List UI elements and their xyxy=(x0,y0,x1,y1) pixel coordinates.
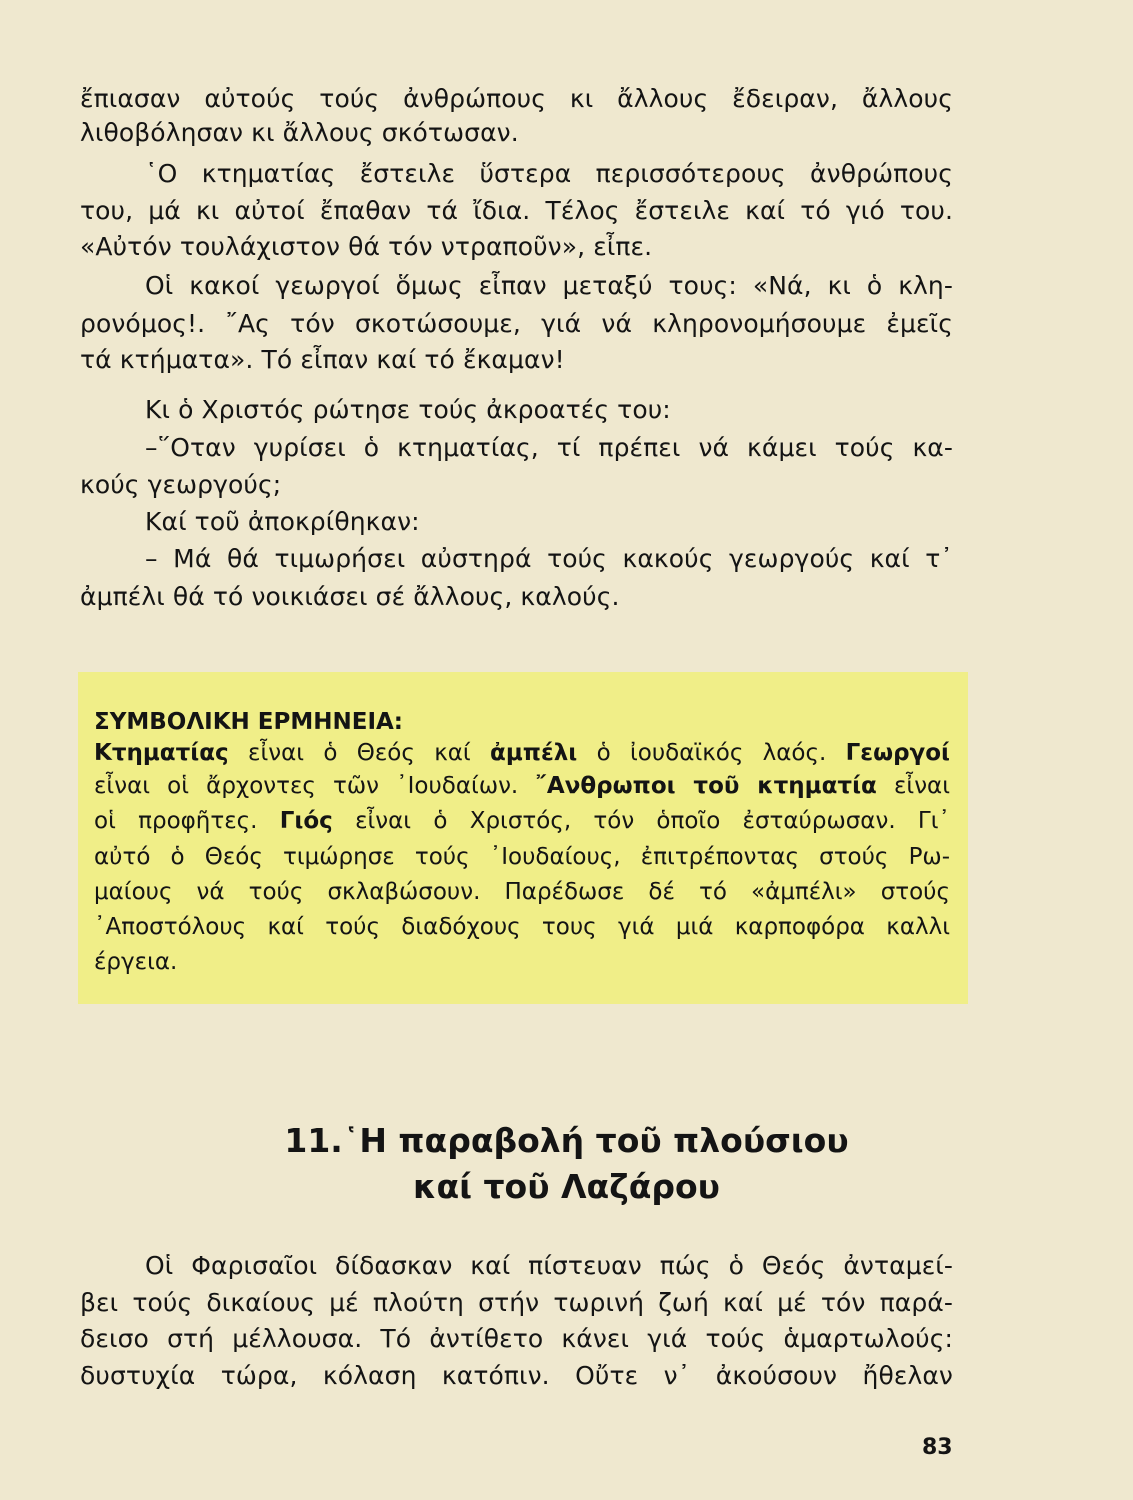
body-line: Οἱ Φαρισαῖοι δίδασκαν καί πίστευαν πώς ὁ Θεός ἀνταμεί- xyxy=(145,1251,953,1280)
term-vineyard: ἀμπέλι xyxy=(490,740,578,766)
body-line: ῾Ο κτηματίας ἔστειλε ὕστερα περισσότερους ἀνθρώπους xyxy=(145,159,953,188)
section-title: 11.῾Η παραβολή τοῦ πλούσιου xyxy=(284,1121,849,1160)
symbolic-text: εἶναι ὁ Χριστός, τόν ὁποῖο ἐσταύρωσαν. Γι᾿ xyxy=(332,808,950,834)
show-through-texture xyxy=(115,60,125,70)
body-line: κούς γεωργούς; xyxy=(80,470,282,499)
symbolic-line xyxy=(94,771,950,801)
body-line: βει τούς δικαίους μέ πλούτη στήν τωρινή ζωή καί μέ τόν παρά- xyxy=(80,1288,953,1317)
symbolic-text: εἶναι ὁ Θεός καί xyxy=(228,740,491,766)
symbolic-line xyxy=(94,738,950,768)
body-line: – Μά θά τιμωρήσει αὐστηρά τούς κακούς γεωργούς καί τ᾿ xyxy=(145,544,953,573)
body-line: ἀμπέλι θά τό νοικιάσει σέ ἄλλους, καλούς. xyxy=(80,582,620,611)
body-line: ρονόμος!. ῎Ας τόν σκοτώσουμε, γιά νά κληρονομήσουμε ἐμεῖς xyxy=(80,309,953,338)
body-line: Κι ὁ Χριστός ρώτησε τούς ἀκροατές του: xyxy=(145,395,671,424)
body-line: του, μά κι αὐτοί ἔπαθαν τά ἴδια. Τέλος ἔστειλε καί τό γιό του. xyxy=(80,196,953,225)
term-farmers: Γεωργοί xyxy=(845,740,950,766)
symbolic-interpretation-title: ΣΥΜΒΟΛΙΚΗ ΕΡΜΗΝΕΙΑ: xyxy=(94,709,403,735)
page-number: 83 xyxy=(922,1435,953,1460)
body-line: ἔπιασαν αὐτούς τούς ἀνθρώπους κι ἄλλους ἔδειραν, ἄλλους xyxy=(80,84,953,113)
body-line: «Αὐτόν τουλάχιστον θά τόν ντραποῦν», εἶπε. xyxy=(80,232,653,261)
body-line: λιθοβόλησαν κι ἄλλους σκότωσαν. xyxy=(80,118,519,147)
term-servants: ῎Ανθρωποι τοῦ κτηματία xyxy=(535,773,877,799)
body-line: Οἱ κακοί γεωργοί ὅμως εἶπαν μεταξύ τους: «Νά, κι ὁ κλη- xyxy=(145,271,953,300)
symbolic-line: ᾿Αποστόλους καί τούς διαδόχους τους γιά μιά καρποφόρα καλλι xyxy=(94,914,950,940)
body-line: τά κτήματα». Τό εἶπαν καί τό ἔκαμαν! xyxy=(80,345,565,374)
term-landowner: Κτηματίας xyxy=(94,740,229,766)
body-line: Καί τοῦ ἀποκρίθηκαν: xyxy=(145,507,420,536)
symbolic-text: εἶναι οἱ ἄρχοντες τῶν ᾿Ιουδαίων. xyxy=(94,773,536,799)
symbolic-line: μαίους νά τούς σκλαβώσουν. Παρέδωσε δέ τό «ἀμπέλι» στούς xyxy=(94,879,950,905)
body-line: δεισο στή μέλλουσα. Τό ἀντίθετο κάνει γιά τούς ἁμαρτωλούς: xyxy=(80,1324,953,1353)
body-line: δυστυχία τώρα, κόλαση κατόπιν. Οὔτε ν᾿ ἀκούσουν ἤθελαν xyxy=(80,1361,953,1390)
body-line: –῞Οταν γυρίσει ὁ κτηματίας, τί πρέπει νά κάμει τούς κα- xyxy=(145,433,953,462)
symbolic-text: οἱ προφῆτες. xyxy=(94,808,280,834)
symbolic-text: εἶναι xyxy=(876,773,950,799)
section-title-continued: καί τοῦ Λαζάρου xyxy=(413,1167,720,1206)
symbolic-line: αὐτό ὁ Θεός τιμώρησε τούς ᾿Ιουδαίους, ἐπιτρέποντας στούς Ρω- xyxy=(94,844,950,870)
term-son: Γιός xyxy=(279,808,333,834)
symbolic-text: ὁ ἰουδαϊκός λαός. xyxy=(577,740,846,766)
symbolic-line xyxy=(94,806,950,836)
symbolic-line: έργεια. xyxy=(94,949,178,975)
